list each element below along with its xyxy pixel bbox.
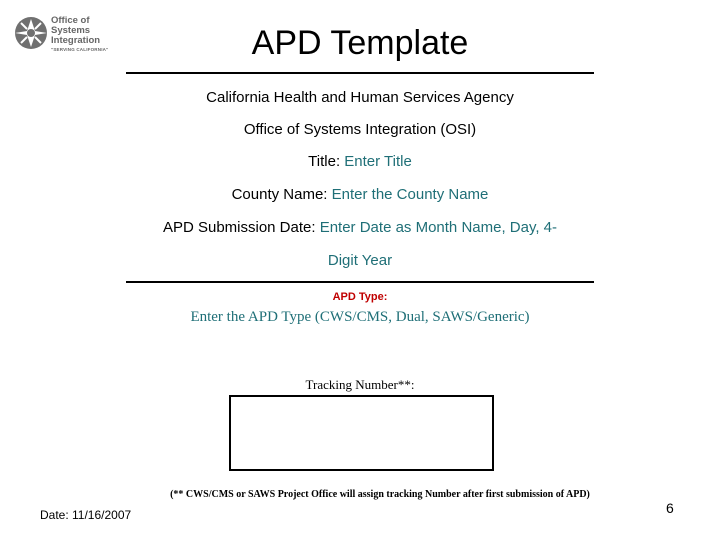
logo-line-2: Systems (51, 25, 91, 36)
tracking-number-box[interactable] (229, 395, 494, 471)
submission-date-value-2[interactable]: Digit Year (327, 252, 393, 269)
footer-date: Date: 11/16/2007 (40, 508, 132, 522)
county-field-label: County Name: (231, 186, 332, 203)
apd-type-value[interactable]: Enter the APD Type (CWS/CMS, Dual, SAWS/Generic) (190, 309, 530, 325)
submission-date-field (0, 218, 720, 238)
logo-line-3: Integration (51, 35, 101, 46)
page-title: APD Template (251, 24, 469, 62)
title-field-label: Title: (308, 153, 345, 170)
title-divider (126, 72, 594, 74)
apd-type-label: APD Type: (332, 291, 388, 303)
submission-date-label: APD Submission Date: (162, 219, 320, 236)
county-field (0, 185, 720, 205)
logo-line-1: Office of (51, 15, 90, 26)
submission-date-value-1[interactable]: Enter Date as Month Name, Day, 4- (319, 219, 558, 236)
section-divider (126, 281, 594, 283)
tracking-footnote: (** CWS/CMS or SAWS Project Office will assign tracking Number after first submission of APD) (170, 489, 590, 500)
title-field (0, 152, 720, 172)
tracking-number-label: Tracking Number**: (305, 377, 415, 392)
county-field-value[interactable]: Enter the County Name (331, 186, 489, 203)
page-number: 6 (666, 500, 674, 516)
office-name: Office of Systems Integration (OSI) (243, 121, 477, 138)
logo-tagline: "SERVING CALIFORNIA" (51, 47, 109, 52)
agency-name: California Health and Human Services Agency (206, 89, 514, 106)
title-field-value[interactable]: Enter Title (344, 153, 412, 170)
